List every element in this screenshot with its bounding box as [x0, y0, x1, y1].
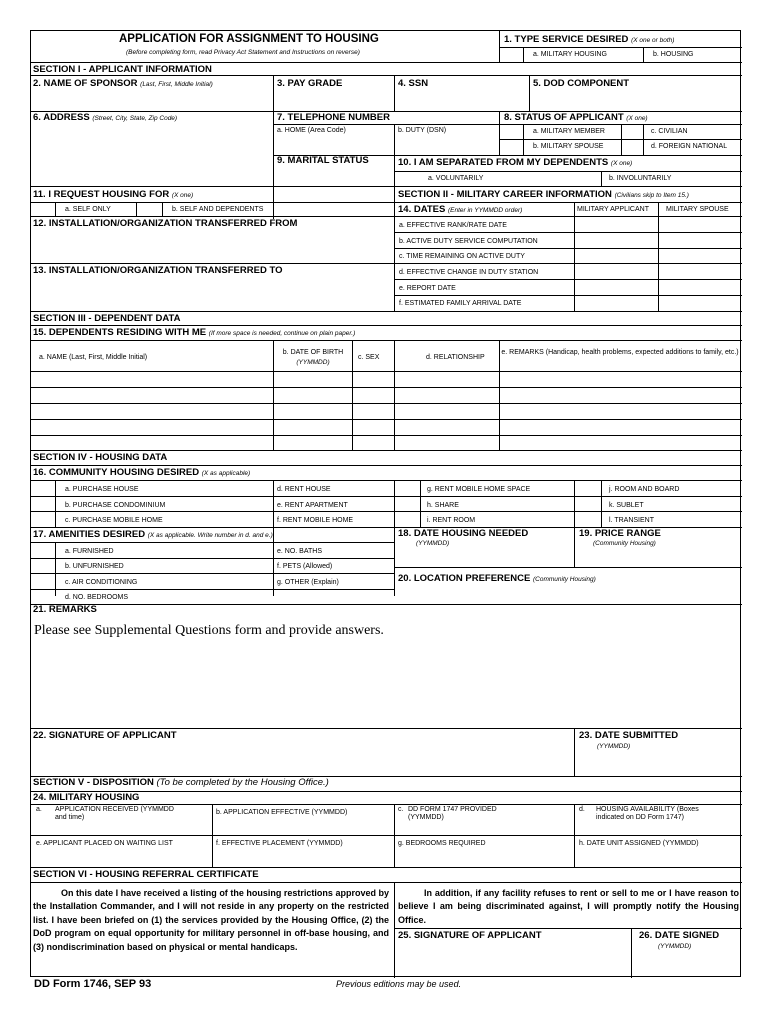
item18-hint: (YYMMDD): [416, 540, 450, 547]
civilian-checkbox[interactable]: c. CIVILIAN: [651, 128, 688, 135]
item2-label: 2. NAME OF SPONSOR (Last, First, Middle Initial): [33, 78, 213, 89]
rent-apartment-checkbox[interactable]: e. RENT APARTMENT: [277, 502, 348, 509]
rent-mobile-home-space-checkbox[interactable]: g. RENT MOBILE HOME SPACE: [427, 486, 531, 493]
section1-heading: SECTION I - APPLICANT INFORMATION: [33, 64, 212, 75]
self-and-dependents-checkbox[interactable]: b. SELF AND DEPENDENTS: [172, 206, 264, 213]
purchase-mobile-home-checkbox[interactable]: c. PURCHASE MOBILE HOME: [65, 517, 163, 524]
military-housing-checkbox[interactable]: a. MILITARY HOUSING: [533, 51, 607, 58]
item13-label: 13. INSTALLATION/ORGANIZATION TRANSFERRED TO: [33, 265, 283, 276]
previous-editions-note: Previous editions may be used.: [336, 979, 462, 989]
date-unit-assigned-field[interactable]: h. DATE UNIT ASSIGNED (YYMMDD): [579, 840, 699, 847]
form-title: APPLICATION FOR ASSIGNMENT TO HOUSING: [119, 33, 379, 45]
dependents-col-dob: b. DATE OF BIRTH (YYMMDD): [282, 349, 344, 366]
item12-label: 12. INSTALLATION/ORGANIZATION TRANSFERRED FROM: [33, 218, 298, 229]
item16-label: 16. COMMUNITY HOUSING DESIRED (X as applicable): [33, 467, 251, 478]
voluntarily-checkbox[interactable]: a. VOLUNTARILY: [428, 175, 484, 182]
item23-hint: (YYMMDD): [597, 743, 631, 750]
dependents-col-remarks: e. REMARKS (Handicap, health problems, expected additions to family, etc.): [501, 349, 739, 356]
item14-row: e. REPORT DATE: [399, 285, 456, 292]
form-subtitle: (Before completing form, read Privacy Act Statement and Instructions on reverse): [126, 49, 360, 56]
involuntarily-checkbox[interactable]: b. INVOLUNTARILY: [609, 175, 672, 182]
item9-label: 9. MARITAL STATUS: [277, 155, 369, 166]
effective-placement-field[interactable]: f. EFFECTIVE PLACEMENT (YYMMDD): [216, 840, 343, 847]
rent-house-checkbox[interactable]: d. RENT HOUSE: [277, 486, 331, 493]
label-a: a.: [36, 806, 42, 813]
application-effective-field[interactable]: b. APPLICATION EFFECTIVE (YYMMDD): [216, 809, 348, 816]
section3-heading: SECTION III - DEPENDENT DATA: [33, 313, 181, 324]
duty-phone-field[interactable]: b. DUTY (DSN): [398, 127, 447, 134]
item19-hint: (Community Housing): [593, 540, 656, 547]
dependents-col-name: a. NAME (Last, First, Middle Initial): [39, 354, 148, 361]
bedrooms-required-field[interactable]: g. BEDROOMS REQUIRED: [398, 840, 486, 847]
item7-label: 7. TELEPHONE NUMBER: [277, 112, 390, 123]
item6-label: 6. ADDRESS (Street, City, State, Zip Code): [33, 112, 178, 123]
air-conditioning-checkbox[interactable]: c. AIR CONDITIONING: [65, 579, 138, 586]
section6-heading: SECTION VI - HOUSING REFERRAL CERTIFICATE: [33, 869, 259, 880]
military-spouse-checkbox[interactable]: b. MILITARY SPOUSE: [533, 143, 604, 150]
share-checkbox[interactable]: h. SHARE: [427, 502, 459, 509]
item25-label: 25. SIGNATURE OF APPLICANT: [398, 930, 542, 941]
transient-checkbox[interactable]: l. TRANSIENT: [609, 517, 654, 524]
remarks-value[interactable]: Please see Supplemental Questions form and provide answers.: [34, 623, 384, 638]
purchase-house-checkbox[interactable]: a. PURCHASE HOUSE: [65, 486, 139, 493]
num-bedrooms-field[interactable]: d. NO. BEDROOMS: [65, 594, 129, 601]
item14-row: b. ACTIVE DUTY SERVICE COMPUTATION: [399, 238, 538, 245]
housing-application-form: [30, 30, 741, 977]
housing-checkbox[interactable]: b. HOUSING: [653, 51, 694, 58]
foreign-national-checkbox[interactable]: d. FOREIGN NATIONAL: [651, 143, 728, 150]
application-received-field[interactable]: APPLICATION RECEIVED (YYMMDD and time): [55, 806, 174, 821]
certificate-right-paragraph: In addition, if any facility refuses to rent or sell to me or I have reason to believe I am being discriminated against, I will promptly notify the Housing Office.: [398, 888, 739, 925]
item11-label: 11. I REQUEST HOUSING FOR (X one): [33, 189, 194, 200]
waiting-list-field[interactable]: e. APPLICANT PLACED ON WAITING LIST: [36, 840, 173, 847]
pets-checkbox[interactable]: f. PETS (Allowed): [277, 563, 333, 570]
item26-hint: (YYMMDD): [658, 943, 692, 950]
item15-label: 15. DEPENDENTS RESIDING WITH ME (If more space is needed, continue on plain paper.): [33, 327, 356, 338]
item3-label: 3. PAY GRADE: [277, 78, 343, 89]
furnished-checkbox[interactable]: a. FURNISHED: [65, 548, 114, 555]
num-baths-field[interactable]: e. NO. BATHS: [277, 548, 322, 555]
item14-row: c. TIME REMAINING ON ACTIVE DUTY: [399, 253, 525, 260]
item4-label: 4. SSN: [398, 78, 429, 89]
item18-label: 18. DATE HOUSING NEEDED: [398, 528, 529, 539]
sublet-checkbox[interactable]: k. SUBLET: [609, 502, 644, 509]
item14-row: f. ESTIMATED FAMILY ARRIVAL DATE: [399, 300, 522, 307]
item20-label: 20. LOCATION PREFERENCE (Community Housing): [398, 573, 596, 584]
item1-label: 1. TYPE SERVICE DESIRED (X one or both): [504, 34, 675, 45]
item8-label: 8. STATUS OF APPLICANT (X one): [504, 112, 648, 123]
item19-label: 19. PRICE RANGE: [579, 528, 661, 539]
other-amenities-field[interactable]: g. OTHER (Explain): [277, 579, 339, 586]
item21-label: 21. REMARKS: [33, 604, 97, 615]
section2-heading: SECTION II - MILITARY CAREER INFORMATION (Civilians skip to Item 15.): [398, 189, 689, 200]
purchase-condo-checkbox[interactable]: b. PURCHASE CONDOMINIUM: [65, 502, 166, 509]
col-military-applicant: MILITARY APPLICANT: [577, 206, 649, 213]
label-c: c.: [398, 806, 404, 813]
col-military-spouse: MILITARY SPOUSE: [666, 206, 729, 213]
section5-heading: SECTION V - DISPOSITION (To be completed by the Housing Office.): [33, 777, 329, 788]
self-only-checkbox[interactable]: a. SELF ONLY: [65, 206, 111, 213]
military-member-checkbox[interactable]: a. MILITARY MEMBER: [533, 128, 605, 135]
certificate-left-paragraph: On this date I have received a listing of the housing restrictions approved by the Installation Commander, and I will not reside in any property on the restricted list. I have been briefed on (1) the services provided by the Housing Office, (2) the DoD program on equal opportunity for military personnel in off-base housing, and (3) nondiscrimination based on physical or mental handicaps.: [33, 888, 389, 952]
item26-label: 26. DATE SIGNED: [639, 930, 720, 941]
form-id: DD Form 1746, SEP 93: [34, 978, 152, 990]
item22-label: 22. SIGNATURE OF APPLICANT: [33, 730, 177, 741]
item23-label: 23. DATE SUBMITTED: [579, 730, 679, 741]
housing-availability-field[interactable]: HOUSING AVAILABILITY (Boxes indicated on DD Form 1747): [596, 806, 699, 821]
home-phone-field[interactable]: a. HOME (Area Code): [277, 127, 346, 134]
room-and-board-checkbox[interactable]: j. ROOM AND BOARD: [609, 486, 680, 493]
item5-label: 5. DOD COMPONENT: [533, 78, 630, 89]
item14-row: a. EFFECTIVE RANK/RATE DATE: [399, 222, 507, 229]
item14-label: 14. DATES (Enter in YYMMDD order): [398, 204, 523, 215]
rent-room-checkbox[interactable]: i. RENT ROOM: [427, 517, 476, 524]
dependents-col-relationship: d. RELATIONSHIP: [426, 354, 485, 361]
dependents-col-sex: c. SEX: [358, 354, 380, 361]
label-d: d.: [579, 806, 585, 813]
unfurnished-checkbox[interactable]: b. UNFURNISHED: [65, 563, 124, 570]
item24-label: 24. MILITARY HOUSING: [33, 792, 140, 803]
item14-row: d. EFFECTIVE CHANGE IN DUTY STATION: [399, 269, 539, 276]
rent-mobile-home-checkbox[interactable]: f. RENT MOBILE HOME: [277, 517, 354, 524]
item17-label: 17. AMENITIES DESIRED (X as applicable. Write number in d. and e.): [33, 529, 273, 540]
item10-label: 10. I AM SEPARATED FROM MY DEPENDENTS (X one): [398, 157, 633, 168]
section4-heading: SECTION IV - HOUSING DATA: [33, 452, 168, 463]
dd1747-provided-field[interactable]: DD FORM 1747 PROVIDED (YYMMDD): [408, 806, 497, 821]
